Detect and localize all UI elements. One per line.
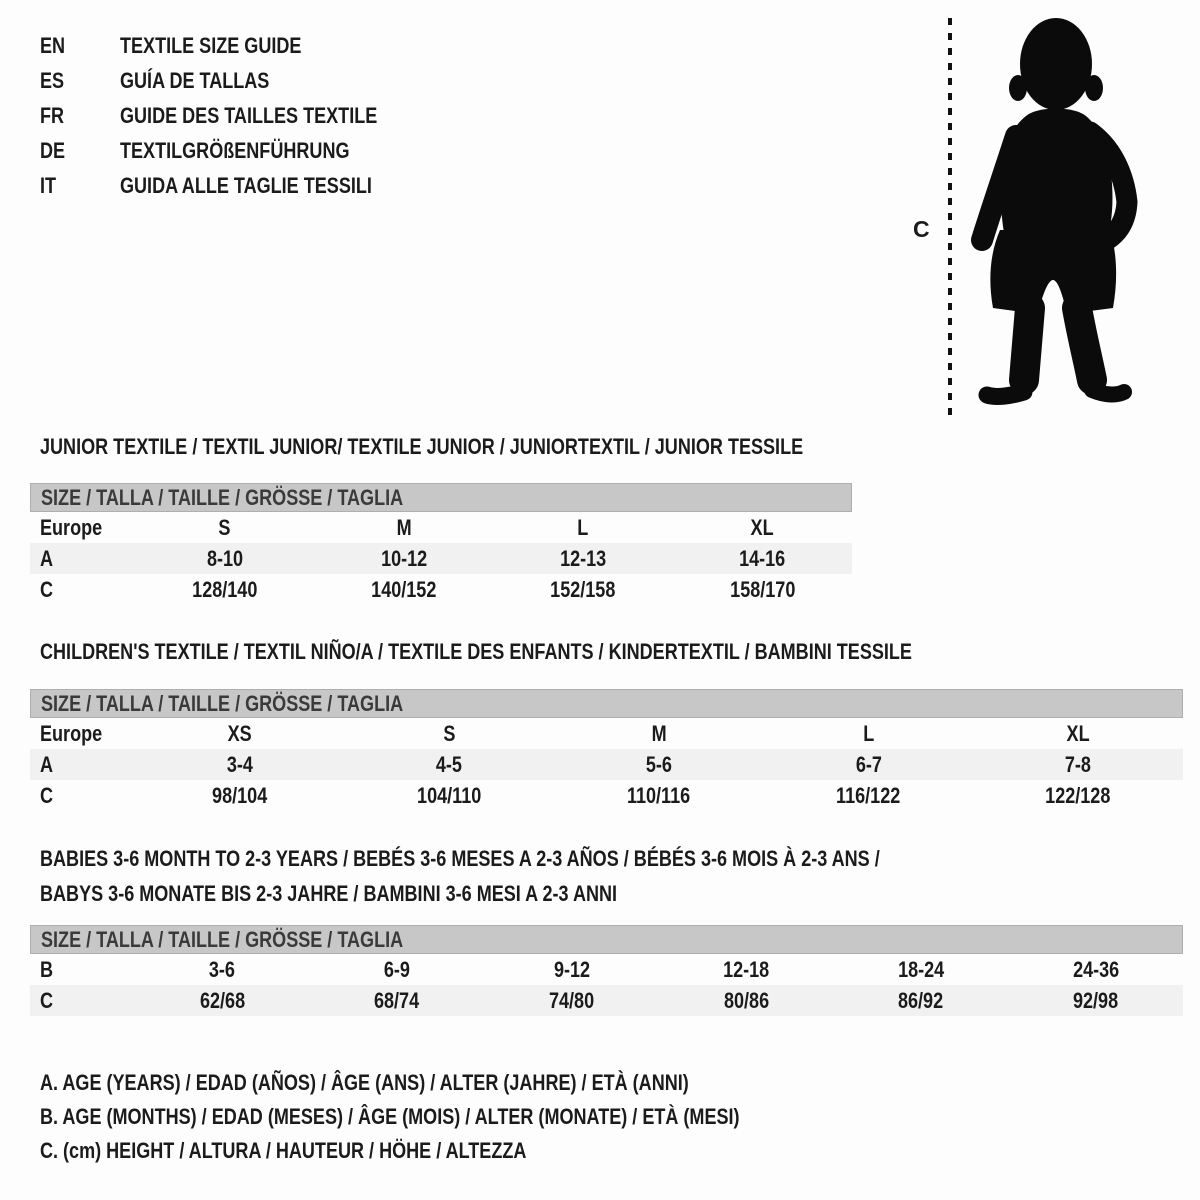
language-title: TEXTILE SIZE GUIDE <box>120 32 302 58</box>
legend-line-a: A. AGE (YEARS) / EDAD (AÑOS) / ÂGE (ANS) / ALTER (JAHRE) / ETÀ (ANNI) <box>40 1070 689 1095</box>
language-title: TEXTILGRÖßENFÜHRUNG <box>120 137 350 163</box>
table-cell: L <box>577 514 589 540</box>
language-row-it <box>40 168 434 203</box>
table-cell: 6-7 <box>855 751 882 777</box>
language-title-list <box>40 28 434 203</box>
table-cell: 7-8 <box>1065 751 1092 777</box>
size-header-bar: SIZE / TALLA / TAILLE / GRÖSSE / TAGLIA <box>30 483 852 512</box>
junior-size-table <box>30 483 852 605</box>
row-label: C <box>40 576 54 602</box>
table-cell: XS <box>227 720 252 746</box>
table-cell: XL <box>750 514 774 540</box>
table-cell: 12-13 <box>560 545 607 571</box>
language-title: GUIDE DES TAILLES TEXTILE <box>120 102 378 128</box>
table-cell: 80/86 <box>723 987 769 1013</box>
row-label: Europe <box>40 514 103 540</box>
table-cell: 92/98 <box>1073 987 1119 1013</box>
language-code: EN <box>40 32 66 58</box>
table-row-age <box>30 543 852 574</box>
table-cell: 8-10 <box>206 545 243 571</box>
table-row-height <box>30 780 1183 811</box>
language-code: IT <box>40 172 57 198</box>
table-cell: 86/92 <box>898 987 944 1013</box>
table-cell: XL <box>1066 720 1090 746</box>
table-cell: 5-6 <box>645 751 673 777</box>
table-row-height <box>30 985 1183 1016</box>
section-title-babies-line2: BABYS 3-6 MONATE BIS 2-3 JAHRE / BAMBINI 3-6 MESI A 2-3 ANNI <box>40 881 618 906</box>
language-code: ES <box>40 67 65 93</box>
table-cell: 68/74 <box>374 987 420 1013</box>
table-cell: 128/140 <box>192 576 258 602</box>
table-cell: 12-18 <box>723 956 770 982</box>
table-cell: 140/152 <box>371 576 437 602</box>
table-cell: 9-12 <box>553 956 590 982</box>
row-label: C <box>40 987 54 1013</box>
toddler-silhouette-icon <box>966 18 1140 418</box>
row-label: Europe <box>40 720 103 746</box>
table-row-europe <box>30 718 1183 749</box>
row-label: A <box>40 751 54 777</box>
measurement-legend <box>40 1066 893 1168</box>
table-cell: 14-16 <box>739 545 786 571</box>
table-row-months <box>30 954 1183 985</box>
table-row-age <box>30 749 1183 780</box>
row-label: A <box>40 545 54 571</box>
children-size-table <box>30 689 1183 811</box>
table-cell: M <box>396 514 412 540</box>
table-cell: L <box>863 720 875 746</box>
babies-size-table <box>30 925 1183 1016</box>
table-cell: 3-4 <box>226 751 253 777</box>
table-cell: 10-12 <box>380 545 427 571</box>
legend-line-c: C. (cm) HEIGHT / ALTURA / HAUTEUR / HÖHE / ALTEZZA <box>40 1138 527 1163</box>
row-label: B <box>40 956 54 982</box>
table-cell: 158/170 <box>729 576 795 602</box>
table-cell: 3-6 <box>209 956 236 982</box>
language-code: DE <box>40 137 66 163</box>
table-rows <box>30 954 1183 1016</box>
table-rows <box>30 512 852 605</box>
table-row-height <box>30 574 852 605</box>
section-title-children: CHILDREN'S TEXTILE / TEXTIL NIÑO/A / TEXTILE DES ENFANTS / KINDERTEXTIL / BAMBINI TESSILE <box>40 639 912 664</box>
table-cell: 18-24 <box>897 956 945 982</box>
table-cell: 116/122 <box>836 782 901 808</box>
table-rows <box>30 718 1183 811</box>
table-cell: 104/110 <box>417 782 482 808</box>
language-row-de <box>40 133 434 168</box>
language-row-es <box>40 63 434 98</box>
table-cell: M <box>651 720 667 746</box>
size-header-bar: SIZE / TALLA / TAILLE / GRÖSSE / TAGLIA <box>30 689 1183 718</box>
table-cell: 98/104 <box>212 782 268 808</box>
table-cell: 74/80 <box>549 987 595 1013</box>
language-code: FR <box>40 102 65 128</box>
language-row-en <box>40 28 434 63</box>
height-marker-label: C <box>913 216 930 242</box>
table-row-europe <box>30 512 852 543</box>
table-cell: S <box>443 720 456 746</box>
table-cell: 4-5 <box>436 751 463 777</box>
table-cell: S <box>218 514 231 540</box>
table-cell: 110/116 <box>627 782 691 808</box>
table-cell: 122/128 <box>1045 782 1111 808</box>
section-title-junior: JUNIOR TEXTILE / TEXTIL JUNIOR/ TEXTILE JUNIOR / JUNIORTEXTIL / JUNIOR TESSILE <box>40 434 804 459</box>
row-label: C <box>40 782 54 808</box>
table-cell: 24-36 <box>1072 956 1119 982</box>
section-title-babies-line1: BABIES 3-6 MONTH TO 2-3 YEARS / BEBÉS 3-6 MESES A 2-3 AÑOS / BÉBÉS 3-6 MOIS À 2-3 ANS / <box>40 846 880 871</box>
language-row-fr <box>40 98 434 133</box>
table-cell: 6-9 <box>383 956 411 982</box>
table-cell: 152/158 <box>550 576 616 602</box>
table-cell: 62/68 <box>199 987 245 1013</box>
section-title-babies <box>40 841 1064 911</box>
language-title: GUÍA DE TALLAS <box>120 67 270 93</box>
height-marker-line <box>946 16 954 418</box>
language-title: GUIDA ALLE TAGLIE TESSILI <box>120 172 372 198</box>
legend-line-b: B. AGE (MONTHS) / EDAD (MESES) / ÂGE (MOIS) / ALTER (MONATE) / ETÀ (MESI) <box>40 1104 740 1129</box>
size-header-bar: SIZE / TALLA / TAILLE / GRÖSSE / TAGLIA <box>30 925 1183 954</box>
